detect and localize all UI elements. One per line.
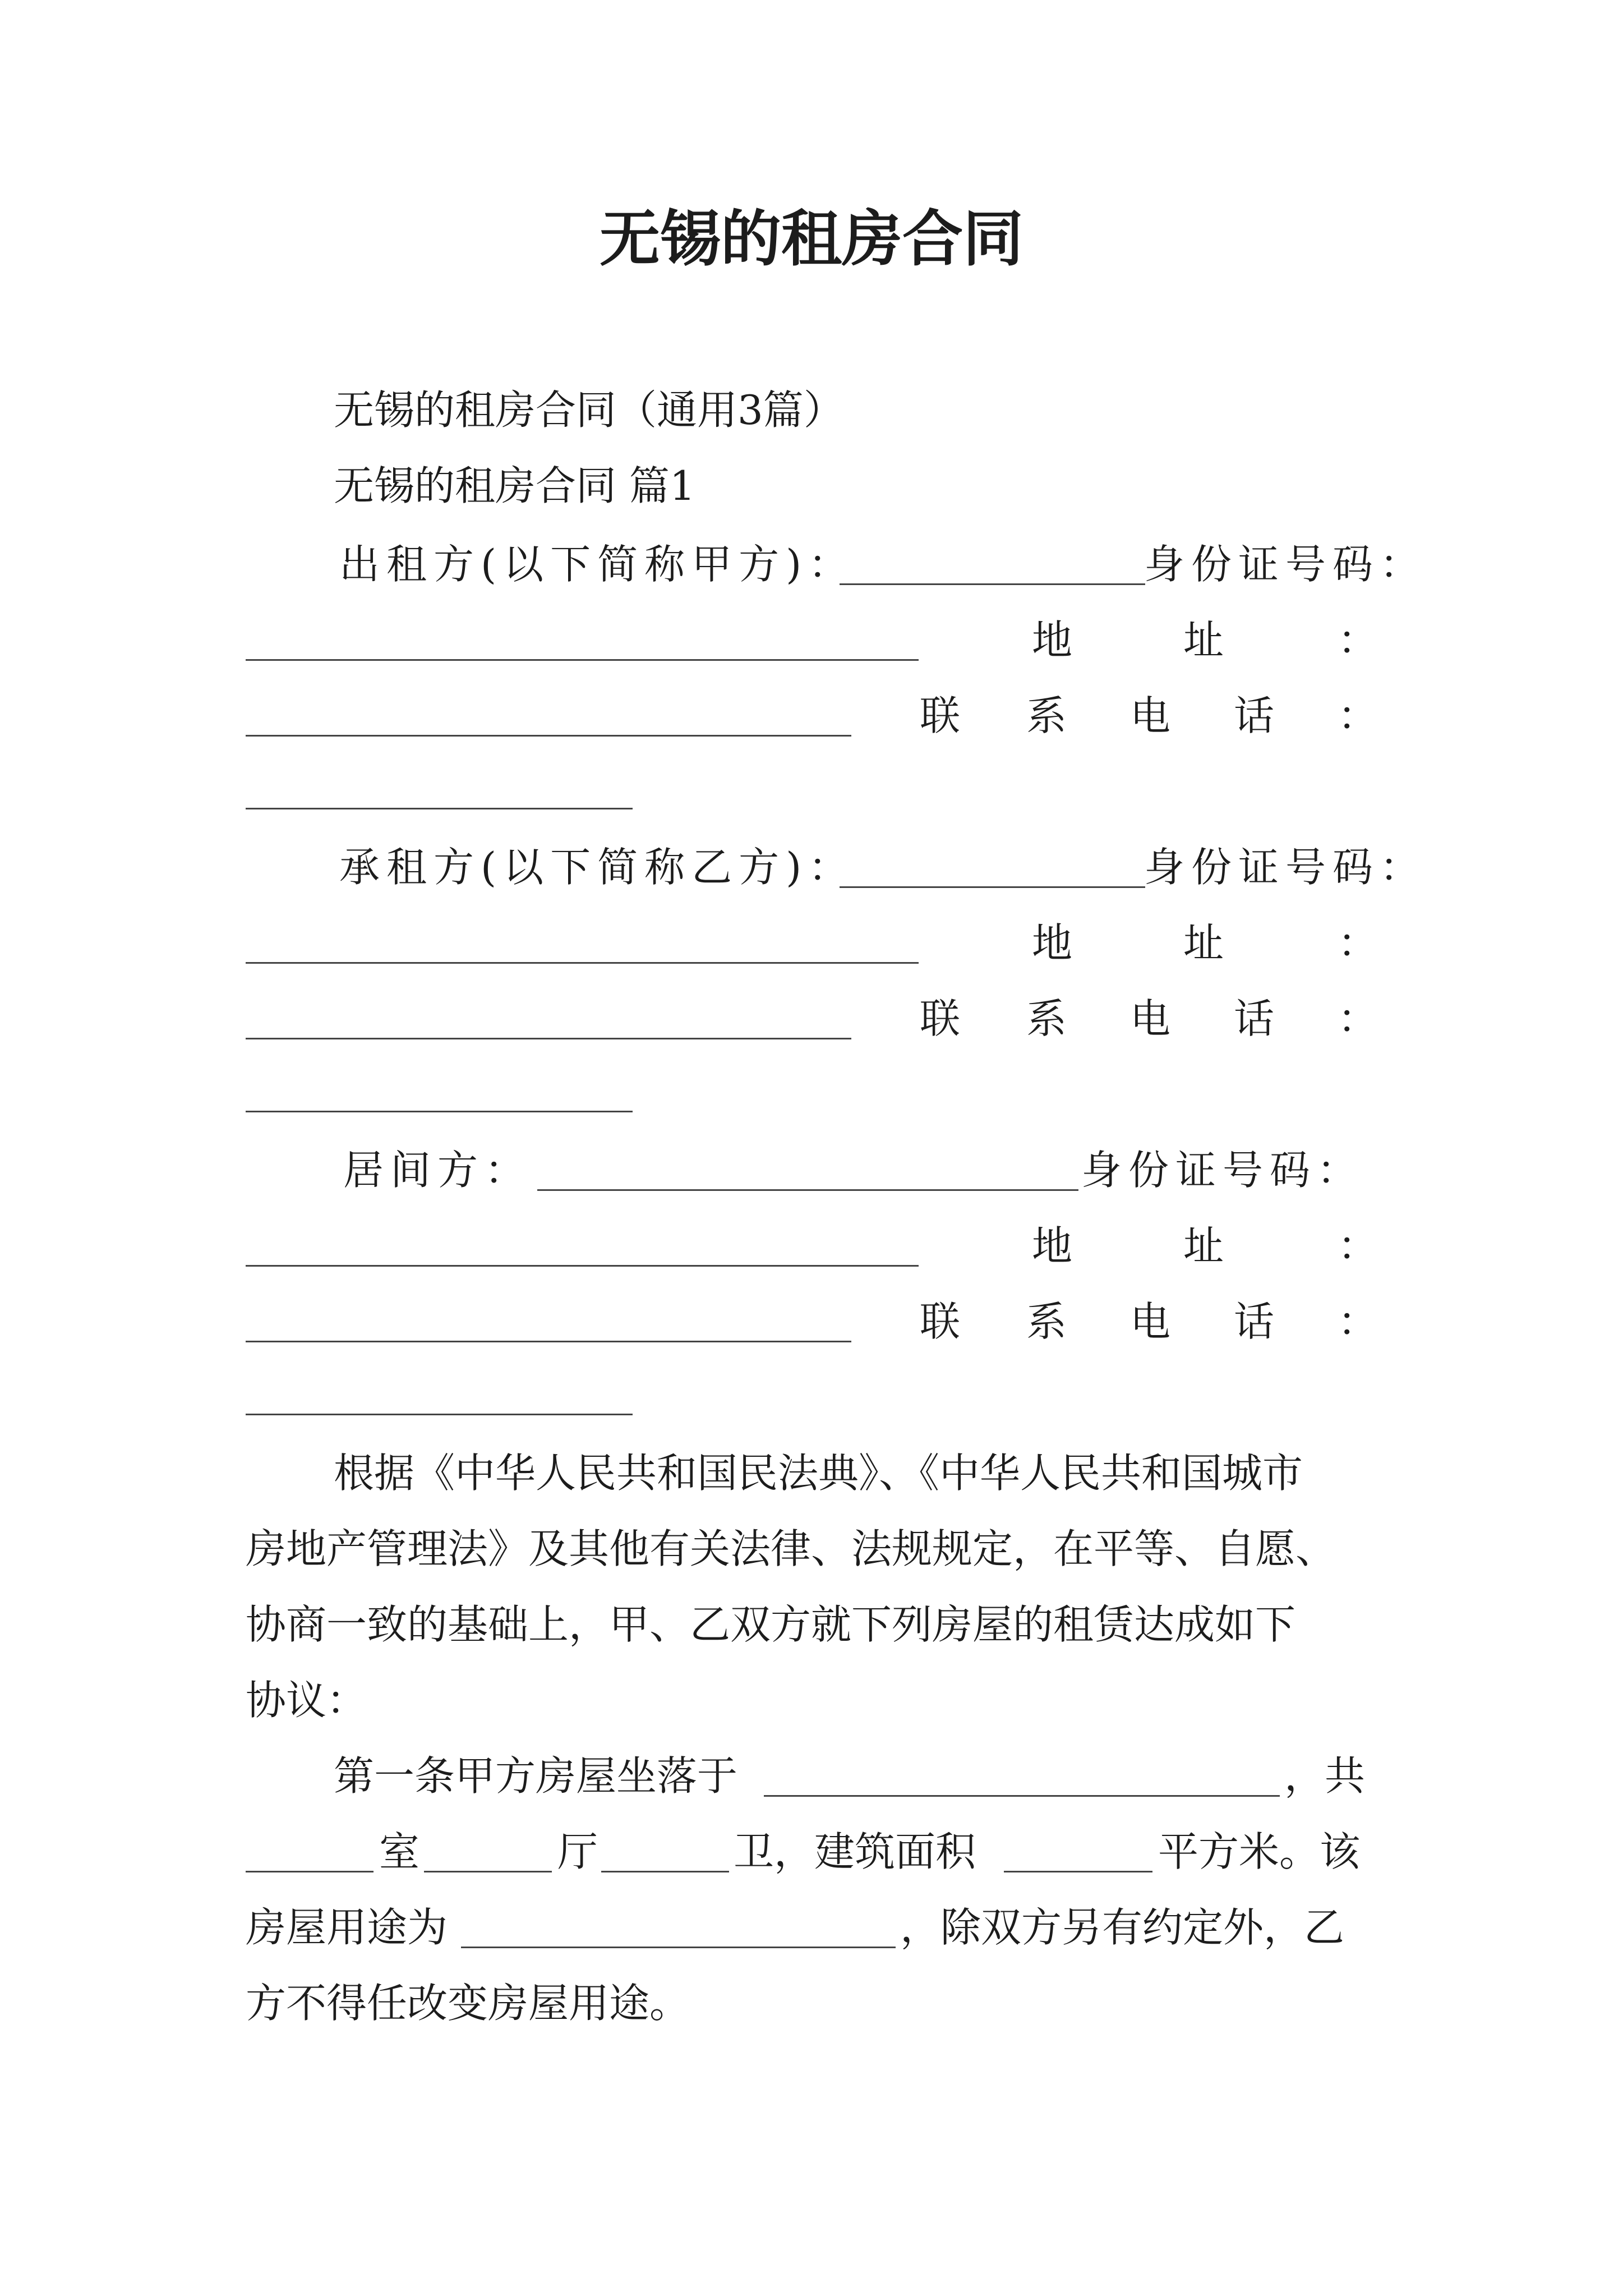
party-b-phone-char: 联 <box>920 995 961 1042</box>
intermediary-address-char: 地 <box>1032 1222 1073 1269</box>
article1-final-line: 方不得任改变房屋用途。 <box>246 1980 690 2027</box>
article1-usage-label: 房屋用途为 <box>246 1904 448 1951</box>
section-heading: 无锡的租房合同 篇1 <box>334 462 695 509</box>
intermediary-id-label: 身份证号码： <box>1081 1147 1364 1194</box>
party-a-address-char: 地 <box>1032 616 1073 664</box>
intermediary-name-blank <box>537 1189 1078 1191</box>
party-b-phone-blank <box>246 1111 633 1112</box>
document-title: 无锡的租房合同 <box>599 204 1023 274</box>
article1-halls-blank <box>424 1871 552 1872</box>
party-a-label: 出租方(以下简称甲方)： <box>339 541 856 588</box>
party-a-address-blank <box>246 735 851 737</box>
preamble-line: 协议： <box>246 1677 367 1724</box>
party-a-name-blank <box>840 583 1145 585</box>
party-b-name-blank <box>840 886 1145 888</box>
intermediary-phone-colon: ： <box>1338 1298 1378 1345</box>
party-a-phone-char: 话 <box>1234 692 1275 739</box>
party-a-phone-char: 联 <box>920 692 961 739</box>
party-b-phone-char: 系 <box>1026 995 1067 1042</box>
party-a-address-char: 址 <box>1183 616 1224 664</box>
article1-area-blank <box>1004 1871 1152 1872</box>
party-a-id-label: 身份证号码： <box>1144 541 1427 588</box>
preamble-line: 房地产管理法》及其他有关法律、法规规定，在平等、自愿、 <box>246 1525 1336 1572</box>
intermediary-phone-char: 电 <box>1130 1298 1171 1345</box>
article1-location-blank <box>764 1795 1280 1797</box>
party-b-address-blank <box>246 1038 851 1039</box>
party-b-phone-char: 话 <box>1234 995 1275 1042</box>
party-b-id-label: 身份证号码： <box>1144 844 1427 891</box>
intermediary-address-blank <box>246 1341 851 1342</box>
party-b-phone-char: 电 <box>1130 995 1171 1042</box>
intermediary-phone-blank <box>246 1414 633 1415</box>
party-b-id-blank <box>246 962 919 964</box>
intermediary-phone-char: 联 <box>920 1298 961 1345</box>
document-subtitle: 无锡的租房合同（通用3篇） <box>334 386 844 434</box>
party-b-label: 承租方(以下简称乙方)： <box>339 844 856 891</box>
article1-rooms-blank <box>246 1871 374 1872</box>
preamble-line: 协商一致的基础上，甲、乙双方就下列房屋的租赁达成如下 <box>246 1601 1296 1648</box>
party-a-phone-colon: ： <box>1338 692 1378 739</box>
party-a-phone-char: 电 <box>1130 692 1171 739</box>
article1-baths-blank <box>601 1871 729 1872</box>
intermediary-phone-char: 系 <box>1026 1298 1067 1345</box>
article1-usage-blank <box>461 1947 896 1948</box>
preamble-line: 根据《中华人民共和国民法典》、《中华人民共和国城市 <box>334 1450 1303 1497</box>
party-b-address-char: 地 <box>1032 919 1073 967</box>
intermediary-address-colon: ： <box>1338 1222 1378 1269</box>
party-b-address-colon: ： <box>1338 919 1378 967</box>
intermediary-phone-char: 话 <box>1234 1298 1275 1345</box>
article1-hall-unit: 厅 <box>557 1828 598 1875</box>
party-a-phone-char: 系 <box>1026 692 1067 739</box>
article1-room-unit: 室 <box>379 1828 420 1875</box>
party-a-phone-blank <box>246 808 633 809</box>
party-b-address-char: 址 <box>1183 919 1224 967</box>
party-a-address-colon: ： <box>1338 616 1378 664</box>
intermediary-id-blank <box>246 1265 919 1267</box>
party-b-phone-colon: ： <box>1338 995 1378 1042</box>
article1-total-label: ，共 <box>1284 1752 1366 1800</box>
party-a-id-blank <box>246 659 919 661</box>
intermediary-address-char: 址 <box>1183 1222 1224 1269</box>
intermediary-label: 居间方： <box>343 1147 532 1194</box>
article1-bath-area-label: 卫，建筑面积 <box>734 1828 976 1875</box>
article1-usage-suffix: ，除双方另有约定外，乙 <box>900 1904 1345 1951</box>
article1-location-label: 第一条甲方房屋坐落于 <box>334 1752 738 1800</box>
article1-area-unit: 平方米。该 <box>1158 1828 1361 1875</box>
